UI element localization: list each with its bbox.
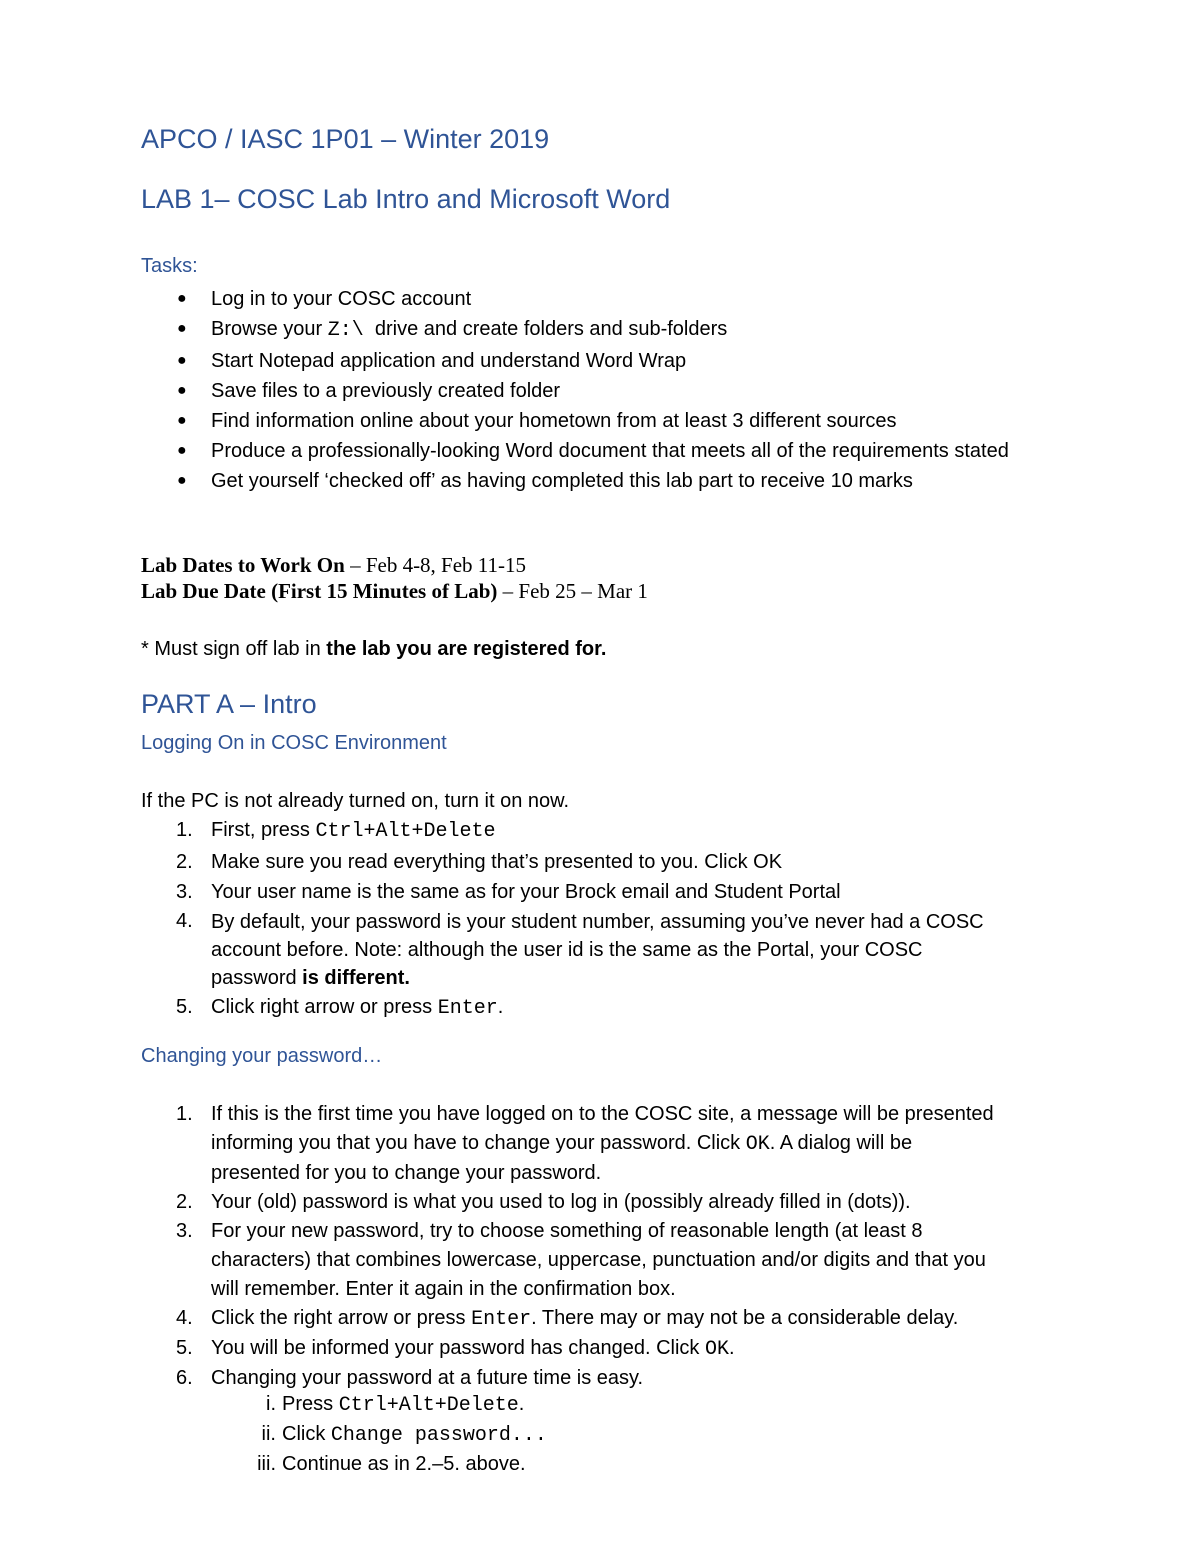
list-item: 1. If this is the first time you have logged on to the COSC site, a message will be presented informing you that you have to change your password. Click OK. A dialog will be presented for you to change your password. — [176, 1103, 994, 1184]
keys-code: Enter — [437, 997, 498, 1020]
changing-password-heading: Changing your password… — [141, 1045, 383, 1067]
bullet-icon: ● — [177, 472, 187, 489]
list-item: 3. Your user name is the same as for your Brock email and Student Portal — [176, 881, 841, 903]
list-item: ● Start Notepad application and understand Word Wrap — [141, 346, 1061, 376]
keys-code: Ctrl+Alt+Delete — [315, 820, 496, 843]
password-steps — [141, 1100, 1081, 1393]
list-item: ii. Click Change password... — [261, 1423, 547, 1447]
sign-off-notice: * Must sign off lab in the lab you are registered for. — [141, 638, 607, 660]
bullet-icon: ● — [177, 290, 187, 307]
list-item: ● Browse your Z:\ drive and create folders and sub-folders — [141, 314, 1061, 346]
list-item: 4. By default, your password is your student number, assuming you’ve never had a COSC account before. Note: although the user id is the same as the Portal, your COSC password is different. — [176, 910, 984, 989]
list-item: ● Get yourself ‘checked off’ as having completed this lab part to receive 10 marks — [141, 466, 1061, 496]
logging-on-heading: Logging On in COSC Environment — [141, 732, 447, 754]
part-a-heading: PART A – Intro — [141, 689, 317, 719]
lab-due-date: Lab Due Date (First 15 Minutes of Lab) – Feb 25 – Mar 1 — [141, 579, 648, 603]
intro-text: If the PC is not already turned on, turn it on now. — [141, 790, 570, 812]
bullet-icon: ● — [177, 412, 187, 429]
list-item: 2. Your (old) password is what you used to log in (possibly already filled in (dots)). — [176, 1191, 911, 1213]
tasks-heading: Tasks: — [141, 255, 198, 277]
drive-code: Z:\ — [327, 319, 364, 342]
list-item: ● Save files to a previously created folder — [141, 376, 1061, 406]
bullet-icon: ● — [177, 320, 187, 337]
list-item: i. Press Ctrl+Alt+Delete. — [266, 1393, 525, 1417]
list-item: 2. Make sure you read everything that’s presented to you. Click OK — [176, 851, 783, 873]
password-substeps — [211, 1390, 1111, 1479]
bullet-icon: ● — [177, 352, 187, 369]
list-item: 4. Click the right arrow or press Enter. There may or may not be a considerable delay. — [176, 1307, 959, 1331]
login-steps — [141, 815, 1061, 1024]
lab-title: LAB 1– COSC Lab Intro and Microsoft Word — [141, 184, 671, 214]
list-item: ● Produce a professionally-looking Word document that meets all of the requirements stated — [141, 436, 1061, 466]
course-title: APCO / IASC 1P01 – Winter 2019 — [141, 124, 550, 154]
list-item: iii. Continue as in 2.–5. above. — [257, 1453, 526, 1475]
list-item: 5. You will be informed your password has changed. Click OK. — [176, 1337, 735, 1361]
list-item: ● Log in to your COSC account — [141, 284, 1061, 314]
list-item: 5. Click right arrow or press Enter. — [176, 996, 504, 1020]
lab-work-dates: Lab Dates to Work On – Feb 4-8, Feb 11-15 — [141, 553, 527, 577]
bullet-icon: ● — [177, 382, 187, 399]
list-item: 1. First, press Ctrl+Alt+Delete — [176, 819, 496, 843]
list-item: ● Find information online about your hometown from at least 3 different sources — [141, 406, 1061, 436]
list-item: 3. For your new password, try to choose something of reasonable length (at least 8 characters) that combines lowercase, uppercase, punctuation and/or digits and that you will remember. Enter it again in the confirmation box. — [176, 1220, 986, 1300]
list-item: 6. Changing your password at a future time is easy. — [176, 1367, 644, 1389]
bullet-icon: ● — [177, 442, 187, 459]
tasks-list — [141, 284, 1061, 496]
